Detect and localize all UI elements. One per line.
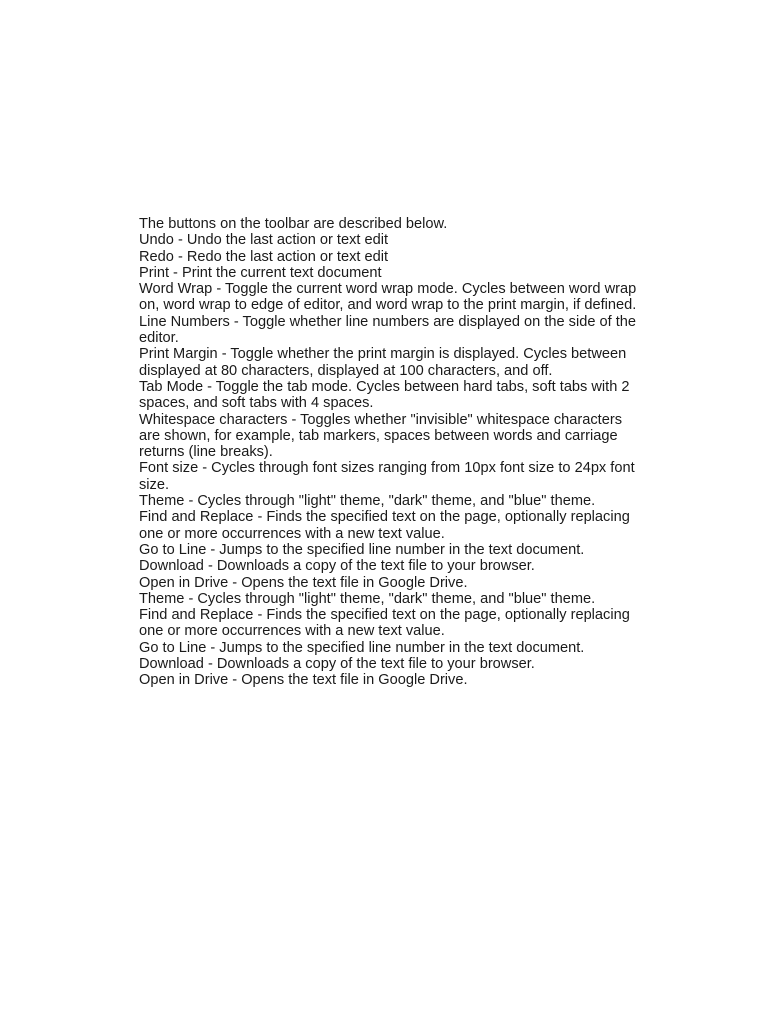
redo-description: Redo - Redo the last action or text edit bbox=[139, 248, 389, 265]
print-margin-description: Print Margin - Toggle whether the print margin is displayed. Cycles between displayed at 80 characters, displayed at 100 characters, and off. bbox=[139, 346, 631, 379]
font-size-description: Font size - Cycles through font sizes ranging from 10px font size to 24px font size. bbox=[139, 460, 639, 493]
line-numbers-description: Line Numbers - Toggle whether line numbers are displayed on the side of the editor. bbox=[139, 313, 641, 347]
open-in-drive-description-repeat: Open in Drive - Opens the text file in Google Drive. bbox=[139, 672, 468, 689]
find-replace-description-repeat: Find and Replace - Finds the specified text on the page, optionally replacing one or more occurrences with a new text value. bbox=[139, 607, 634, 640]
word-wrap-description: Word Wrap - Toggle the current word wrap mode. Cycles between word wrap on, word wrap to edge of editor, and word wrap to the print margin, if defined. bbox=[139, 281, 641, 314]
tab-mode-description: Tab Mode - Toggle the tab mode. Cycles between hard tabs, soft tabs with 2 spaces, and soft tabs with 4 spaces. bbox=[139, 378, 634, 412]
open-in-drive-description: Open in Drive - Opens the text file in Google Drive. bbox=[139, 574, 468, 591]
intro-line: The buttons on the toolbar are described below. bbox=[139, 216, 448, 232]
find-replace-description: Find and Replace - Finds the specified text on the page, optionally replacing one or more occurrences with a new text value. bbox=[139, 509, 634, 542]
undo-description: Undo - Undo the last action or text edit bbox=[139, 232, 389, 249]
print-description: Print - Print the current text document bbox=[139, 264, 382, 281]
download-description: Download - Downloads a copy of the text file to your browser. bbox=[139, 558, 535, 575]
go-to-line-description-repeat: Go to Line - Jumps to the specified line number in the text document. bbox=[139, 639, 585, 656]
go-to-line-description: Go to Line - Jumps to the specified line number in the text document. bbox=[139, 541, 585, 558]
whitespace-description: Whitespace characters - Toggles whether "invisible" whitespace characters are shown, for example, tab markers, spaces between words and carriage returns (line breaks). bbox=[139, 411, 627, 461]
theme-description-repeat: Theme - Cycles through "light" theme, "dark" theme, and "blue" theme. bbox=[139, 590, 596, 607]
document-body bbox=[139, 216, 639, 689]
theme-description: Theme - Cycles through "light" theme, "dark" theme, and "blue" theme. bbox=[139, 493, 596, 510]
download-description-repeat: Download - Downloads a copy of the text file to your browser. bbox=[139, 656, 535, 673]
